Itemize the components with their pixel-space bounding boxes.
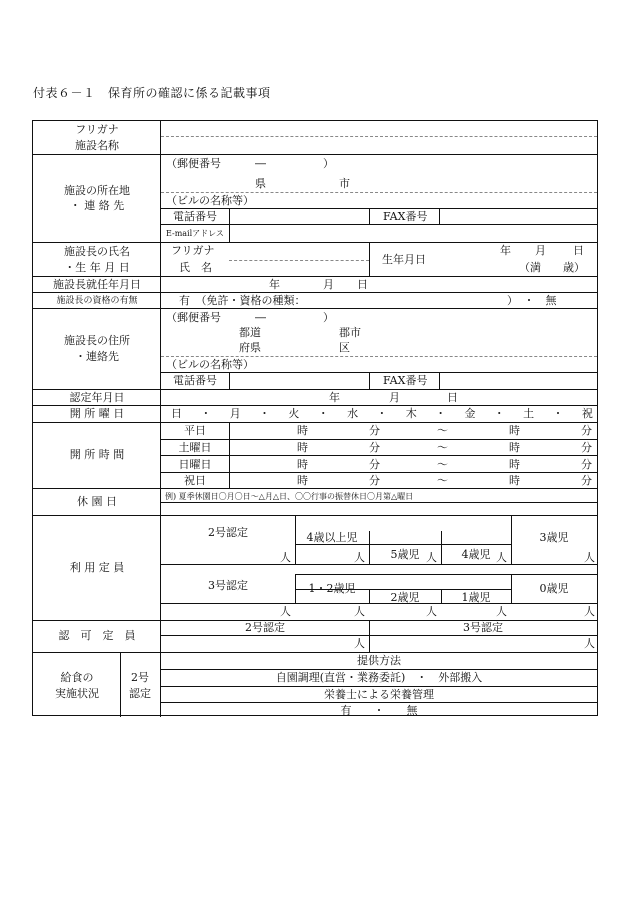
- head-birth-day: 日: [573, 244, 584, 257]
- day-tue: 火: [288, 407, 300, 420]
- location-label-2: ・ 連 絡 先: [69, 199, 125, 212]
- meals-label-2: 実施状況: [55, 687, 99, 700]
- hours-fun: 分: [369, 441, 380, 454]
- hours-row-weekday: 平日: [184, 424, 206, 437]
- head-address-building: （ビルの名称等）: [166, 358, 254, 371]
- capacity-unit: 人: [584, 605, 595, 618]
- cert-date-year: 年: [329, 391, 340, 404]
- capacity-age5: 5歳児: [390, 548, 420, 561]
- permit-unit: 人: [354, 637, 365, 650]
- capacity-age3: 3歳児: [539, 531, 569, 544]
- facility-furigana-label: フリガナ: [75, 123, 119, 136]
- hours-tilde: ～: [437, 441, 448, 454]
- hours-row-holiday: 祝日: [184, 474, 206, 487]
- capacity-over4: 4歳以上児: [306, 531, 358, 544]
- capacity-unit: 人: [496, 605, 507, 618]
- head-address-label-1: 施設長の住所: [64, 334, 130, 347]
- day-sep: ・: [493, 407, 505, 420]
- meals-options: 自園調理(直営・業務委託) ・ 外部搬入: [275, 671, 483, 684]
- day-sep: ・: [200, 407, 212, 420]
- hours-ji: 時: [509, 441, 520, 454]
- hours-tilde: ～: [437, 474, 448, 487]
- hours-ji: 時: [509, 424, 520, 437]
- capacity-unit: 人: [426, 551, 437, 564]
- capacity-age1: 1歳児: [461, 591, 491, 604]
- hours-ji: 時: [297, 458, 308, 471]
- cert-date-label: 認定年月日: [69, 391, 125, 404]
- qual-yes: 有 （免許・資格の種類：: [179, 294, 306, 307]
- day-sep: ・: [376, 407, 388, 420]
- capacity-age4: 4歳児: [461, 548, 491, 561]
- head-address-gunshi: 郡市: [339, 326, 361, 339]
- capacity-age12: 1・2歳児: [308, 582, 356, 595]
- permit-label: 認 可 定 員: [58, 629, 136, 642]
- hours-row-saturday: 土曜日: [178, 441, 212, 454]
- hours-fun: 分: [369, 424, 380, 437]
- head-address-todo: 都道: [239, 326, 261, 339]
- appoint-label: 施設長就任年月日: [53, 278, 141, 291]
- appoint-month: 月: [323, 278, 334, 291]
- meals-method: 提供方法: [357, 654, 401, 667]
- capacity-age2: 2歳児: [390, 591, 420, 604]
- meals-sub-2: 認定: [129, 687, 151, 700]
- day-thu: 木: [405, 407, 417, 420]
- location-postal: （郵便番号: [166, 157, 221, 170]
- hours-ji: 時: [297, 441, 308, 454]
- capacity-unit: 人: [280, 605, 291, 618]
- day-sep: ・: [552, 407, 564, 420]
- head-birth-month: 月: [535, 244, 546, 257]
- open-days-list: [171, 407, 593, 420]
- meals-nutrition: 栄養士による栄養管理: [324, 688, 434, 701]
- hours-ji: 時: [509, 458, 520, 471]
- head-name-label: 氏 名: [179, 261, 212, 274]
- location-city: 市: [339, 177, 350, 190]
- head-address-dash: ―: [255, 311, 266, 324]
- capacity-unit: 人: [426, 605, 437, 618]
- hours-fun: 分: [581, 441, 592, 454]
- location-label-1: 施設の所在地: [64, 184, 130, 197]
- permit-c2: 2号認定: [245, 621, 285, 634]
- day-sep: ・: [435, 407, 447, 420]
- closed-label: 休 園 日: [77, 495, 117, 508]
- cert-date-day: 日: [447, 391, 458, 404]
- appoint-day: 日: [357, 278, 368, 291]
- head-address-fax: FAX番号: [383, 374, 428, 387]
- head-label-1: 施設長の氏名: [64, 245, 130, 258]
- capacity-unit: 人: [354, 551, 365, 564]
- location-pref: 県: [255, 177, 266, 190]
- day-mon: 月: [229, 407, 241, 420]
- hours-tilde: ～: [437, 458, 448, 471]
- hours-ji: 時: [509, 474, 520, 487]
- location-fax-label: FAX番号: [383, 210, 428, 223]
- capacity-c2: 2号認定: [208, 526, 248, 539]
- closed-example: 例) 夏季休園日〇月〇日～△月△日、〇〇行事の振替休日〇月第△曜日: [165, 492, 414, 501]
- hours-ji: 時: [297, 474, 308, 487]
- hours-fun: 分: [369, 474, 380, 487]
- capacity-age0: 0歳児: [539, 582, 569, 595]
- day-holiday: 祝: [581, 407, 593, 420]
- location-postal-dash: ―: [255, 157, 266, 170]
- day-wed: 水: [347, 407, 359, 420]
- meals-label-1: 給食の: [60, 671, 94, 684]
- hours-fun: 分: [369, 458, 380, 471]
- meals-yesno: 有 ・ 無: [340, 704, 418, 717]
- head-address-postal: （郵便番号: [166, 311, 221, 324]
- capacity-unit: 人: [280, 551, 291, 564]
- hours-row-sunday: 日曜日: [178, 458, 212, 471]
- head-birth-year: 年: [500, 244, 511, 257]
- head-address-close: ）: [323, 311, 334, 324]
- capacity-c3: 3号認定: [208, 579, 248, 592]
- head-address-fuken: 府県: [239, 341, 261, 354]
- capacity-unit: 人: [584, 551, 595, 564]
- capacity-label: 利 用 定 員: [69, 561, 125, 574]
- qual-no: ） ・ 無: [507, 294, 557, 307]
- head-address-phone: 電話番号: [173, 374, 217, 387]
- meals-sub-1: 2号: [131, 671, 149, 684]
- day-fri: 金: [464, 407, 476, 420]
- open-days-label: 開 所 曜 日: [69, 407, 125, 420]
- location-phone-label: 電話番号: [173, 210, 217, 223]
- hours-fun: 分: [581, 474, 592, 487]
- facility-name-label: 施設名称: [75, 139, 119, 152]
- cert-date-month: 月: [389, 391, 400, 404]
- permit-unit: 人: [584, 637, 595, 650]
- head-address-label-2: ・連絡先: [75, 350, 119, 363]
- location-building: （ビルの名称等）: [166, 194, 254, 207]
- appoint-year: 年: [269, 278, 280, 291]
- location-email-label: E-mailアドレス: [166, 229, 224, 238]
- hours-ji: 時: [297, 424, 308, 437]
- head-label-2: ・生 年 月 日: [64, 261, 130, 274]
- permit-c3: 3号認定: [463, 621, 503, 634]
- hours-label: 開 所 時 間: [69, 448, 125, 461]
- location-postal-close: ）: [323, 157, 334, 170]
- qual-label: 施設長の資格の有無: [56, 296, 138, 306]
- hours-tilde: ～: [437, 424, 448, 437]
- capacity-unit: 人: [496, 551, 507, 564]
- day-sun: 日: [171, 407, 182, 420]
- head-furigana-label: フリガナ: [171, 244, 215, 257]
- day-sat: 土: [523, 407, 535, 420]
- head-age: （満 歳）: [519, 261, 585, 274]
- day-sep: ・: [317, 407, 329, 420]
- record-form: [32, 120, 598, 716]
- hours-fun: 分: [581, 424, 592, 437]
- day-sep: ・: [259, 407, 271, 420]
- head-birth-label: 生年月日: [382, 253, 426, 266]
- form-title: 付表６－１ 保育所の確認に係る記載事項: [33, 86, 271, 100]
- head-address-ku: 区: [339, 341, 350, 354]
- hours-fun: 分: [581, 458, 592, 471]
- capacity-unit: 人: [354, 605, 365, 618]
